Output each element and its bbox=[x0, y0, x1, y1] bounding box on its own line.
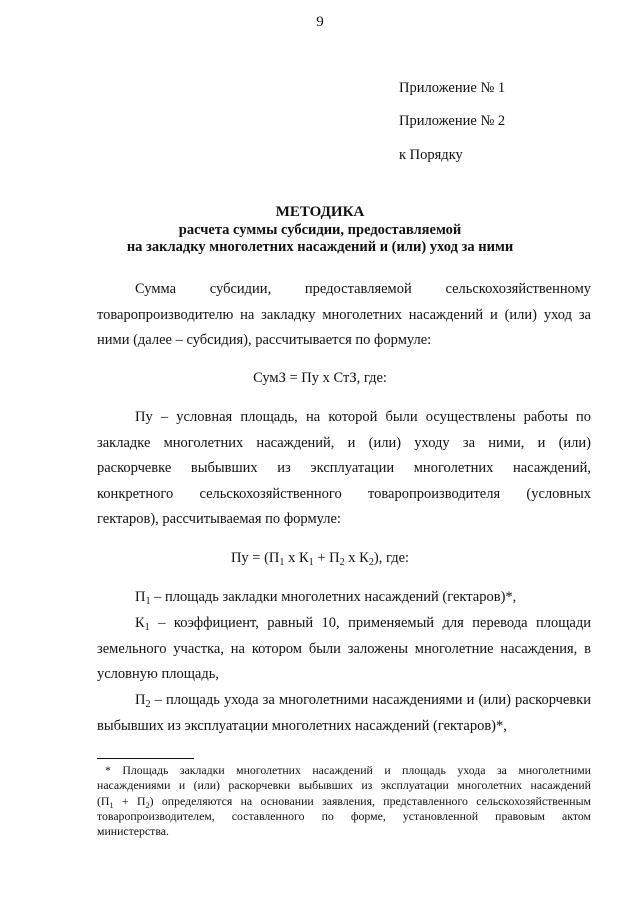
p2-definition-line: $П_2$ – площадь ухода за многолетними насаждениями и (или) раскорчевки bbox=[135, 692, 591, 710]
k1-definition-line: условную площадь, bbox=[97, 666, 219, 682]
appendix-1-label: Приложение № 1 bbox=[399, 80, 506, 96]
p1-definition bbox=[97, 585, 591, 611]
footnote bbox=[97, 763, 591, 839]
to-order-label: к Порядку bbox=[399, 147, 463, 163]
p2-definition bbox=[97, 688, 591, 739]
py-definition-line: раскорчевке выбывших из эксплуатации многолетних насаждений, bbox=[97, 460, 591, 476]
page-number: 9 bbox=[316, 14, 324, 30]
footnote-separator bbox=[97, 758, 194, 759]
footnote-line: насаждениями и (или) раскорчевки выбывших из эксплуатации многолетних насаждений bbox=[97, 778, 591, 793]
intro-paragraph bbox=[97, 277, 591, 354]
py-definition-line: закладке многолетних насаждений, и (или) уходу за ними, и (или) bbox=[97, 434, 591, 451]
intro-line: товаропроизводителю на закладку многолетних насаждений и (или) уход за bbox=[97, 306, 591, 323]
title-subline-1: расчета суммы субсидии, предоставляемой bbox=[178, 222, 462, 238]
py-definition-paragraph bbox=[97, 405, 591, 533]
formula-sum: СумЗ = Пу x СтЗ, где: bbox=[253, 370, 387, 386]
footnote-line: товаропроизводителем, составленного по форме, установленной правовым актом bbox=[97, 808, 591, 823]
p2-definition-line: выбывших из эксплуатации многолетних насаждений (гектаров)*, bbox=[97, 717, 507, 734]
intro-line: ними (далее – субсидия), рассчитывается по формуле: bbox=[97, 332, 432, 348]
footnote-line: $(П_1 + П_2)$ определяются на основании заявления, представленного сельскохозяйственным bbox=[97, 793, 591, 810]
k1-definition-line: $К_1$ – коэффициент, равный 10, применяемый для перевода площади bbox=[135, 615, 591, 633]
appendix-2-label: Приложение № 2 bbox=[399, 113, 506, 129]
footnote-line: * Площадь закладки многолетних насаждений и площадь ухода за многолетними bbox=[105, 763, 591, 777]
formula-py: Пу = ($П_1$ x $К_1 + П_2$ x $К_2$), где: bbox=[230, 550, 410, 568]
k1-definition bbox=[97, 611, 591, 688]
document-title: МЕТОДИКА bbox=[275, 204, 365, 220]
footnote-line: министерства. bbox=[97, 824, 169, 839]
title-subline-2: на закладку многолетних насаждений и (или) уход за ними bbox=[126, 239, 514, 255]
py-definition-line: гектаров), рассчитываемая по формуле: bbox=[97, 511, 341, 527]
py-definition-line: конкретного сельскохозяйственного товаропроизводителя (условных bbox=[97, 485, 591, 502]
py-definition-line: Пу – условная площадь, на которой были осуществлены работы по bbox=[135, 409, 591, 425]
k1-definition-line: земельного участка, на котором были заложены многолетние насаждения, в bbox=[97, 640, 591, 657]
intro-line: Сумма субсидии, предоставляемой сельскохозяйственному bbox=[135, 281, 591, 297]
p1-definition-line: $П_1$ – площадь закладки многолетних насаждений (гектаров)*, bbox=[135, 589, 517, 607]
